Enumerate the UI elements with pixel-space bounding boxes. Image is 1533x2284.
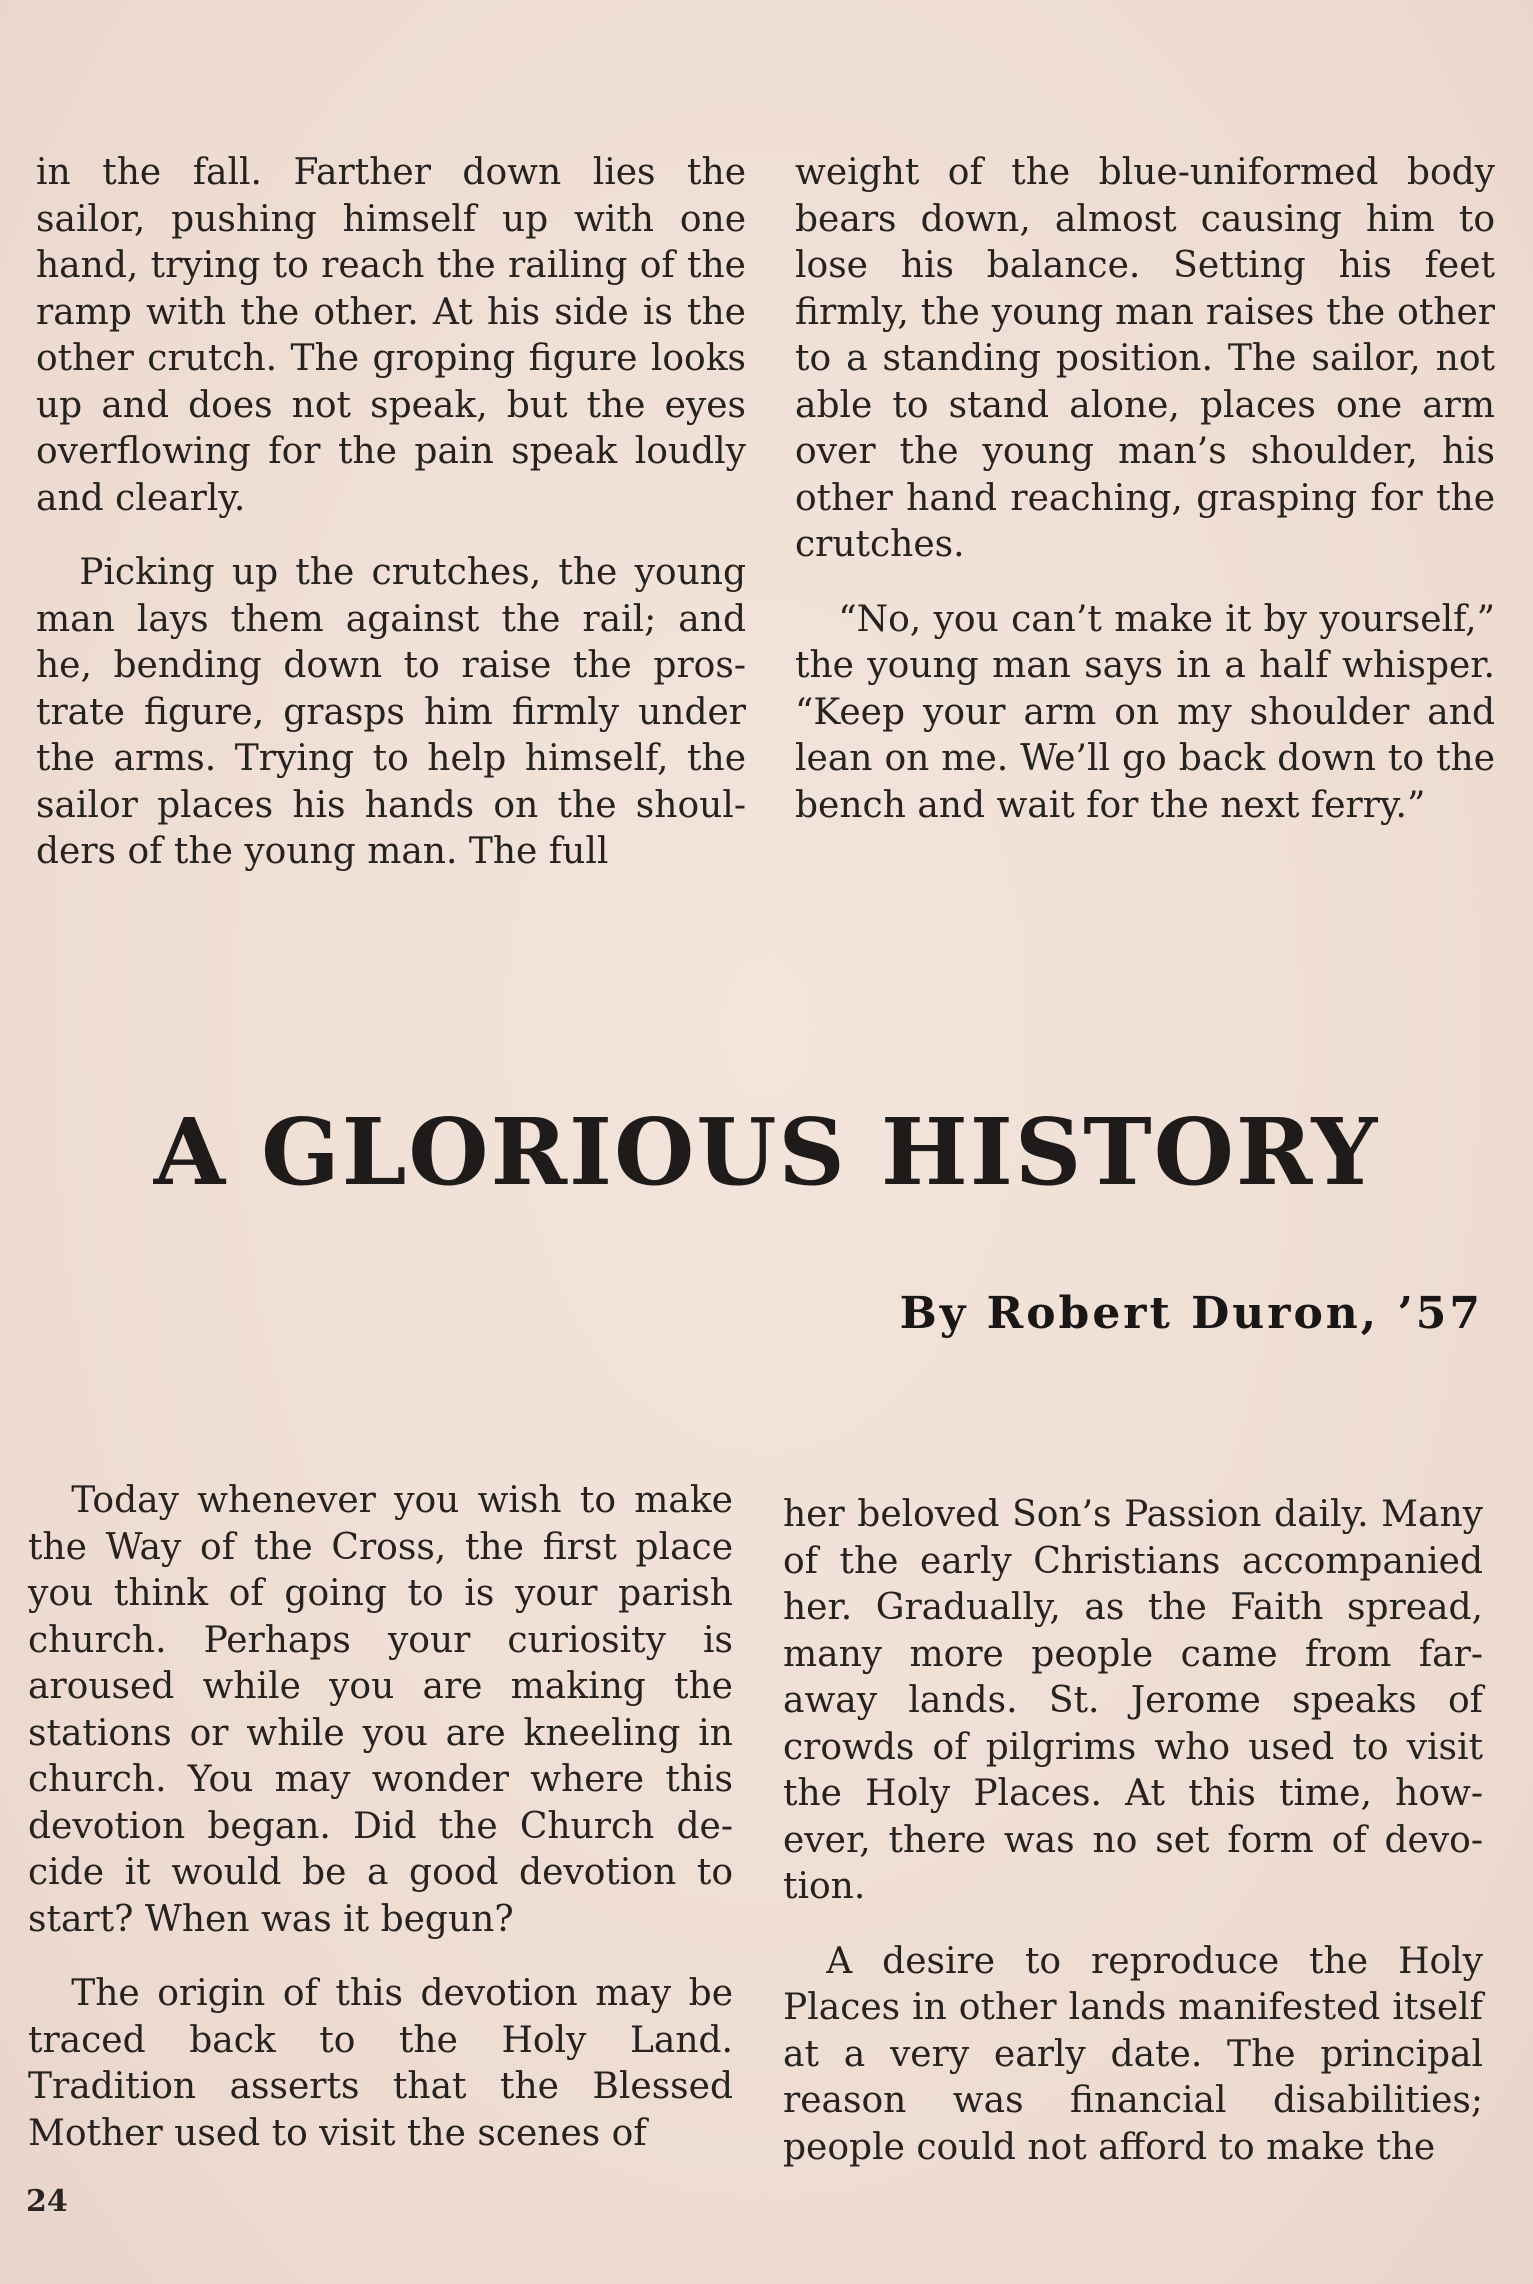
article-byline: By Robert Duron, ’57	[899, 1288, 1483, 1339]
column-top-left	[36, 150, 746, 876]
column-top-right	[795, 150, 1495, 829]
paragraph: “No, you can’t make it by yourself,” the young man says in a half whisper. “Keep your arm on my shoulder and lean on me. We’ll go back down to the bench and wait for the next ferry.”	[795, 598, 1495, 826]
column-bottom-right	[783, 1492, 1483, 2171]
paragraph: The origin of this devotion may be traced back to the Holy Land. Tradition asserts that the Blessed Mother used to visit the scenes of	[28, 1973, 733, 2154]
article-headline: A GLORIOUS HISTORY	[153, 1097, 1380, 1206]
paragraph: A desire to reproduce the Holy Places in other lands manifested itself at a very early date. The principal reason was financial disabilities; people could not afford to make the	[783, 1940, 1483, 2168]
paragraph: Picking up the crutches, the young man lays them against the rail; and he, bending down to raise the prostrate figure, grasps him firmly under the arms. Trying to help himself, the sailor places his hands on the shoulders of the young man. The full	[36, 552, 746, 872]
page-number: 24	[26, 2184, 68, 2219]
paragraph: her beloved Son’s Passion daily. Many of the early Christians accompanied her. Gradually, as the Faith spread, many more people came from faraway lands. St. Jerome speaks of crowds of pilgrims who used to visit the Holy Places. At this time, however, there was no set form of devotion.	[783, 1494, 1483, 1907]
paragraph: weight of the blue-uniformed body bears down, almost causing him to lose his balance. Setting his feet firmly, the young man raises the other to a standing position. The sailor, not able to stand alone, places one arm over the young man’s shoulder, his other hand reaching, grasping for the crutches.	[795, 152, 1495, 565]
paragraph: in the fall. Farther down lies the sailor, pushing himself up with one hand, trying to reach the railing of the ramp with the other. At his side is the other crutch. The groping figure looks up and does not speak, but the eyes overflowing for the pain speak loudly and clearly.	[36, 152, 746, 519]
column-bottom-left	[28, 1478, 733, 2157]
paragraph: Today whenever you wish to make the Way of the Cross, the first place you think of going to is your parish church. Perhaps your curiosity is aroused while you are making the stations or while you are kneeling in church. You may wonder where this devotion began. Did the Church decide it would be a good devotion to start? When was it begun?	[28, 1480, 733, 1940]
